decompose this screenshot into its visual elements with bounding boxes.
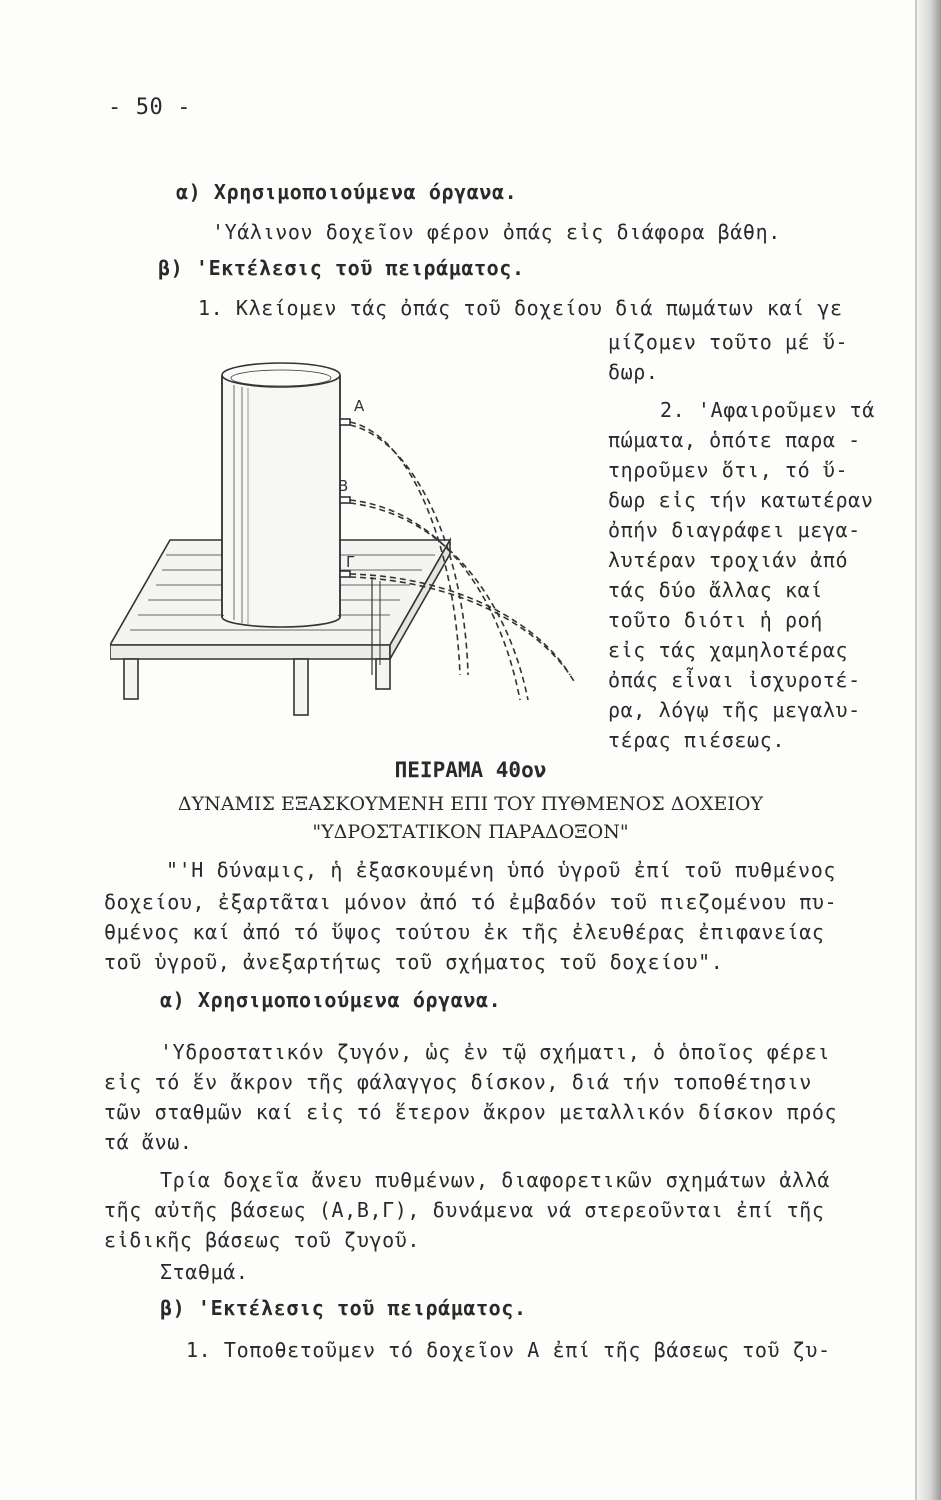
weights-line: Σταθμά. [160,1260,249,1284]
step1-line: 1. Κλείομεν τάς ὀπάς τοῦ δοχείου διά πωμάτων καί γε [198,296,843,320]
para2-line: εἰδικῆς βάσεως τοῦ ζυγοῦ. [104,1228,421,1252]
section-a-text: 'Υάλινον δοχεῖον φέρον ὀπάς εἰς διάφορα βάθη. [212,220,781,244]
experiment-title: ΠΕΙΡΑΜΑ 40ον [394,758,547,782]
step2-line: δωρ εἰς τήν κατωτέραν [608,488,874,512]
step2-line: 2. 'Αφαιροῦμεν τά [660,398,875,422]
step2-line: τέρας πιέσεως. [608,728,785,752]
para2-line: τῆς αὐτῆς βάσεως (Α,Β,Γ), δυνάμενα νά στερεοῦνται ἐπί τῆς [104,1198,825,1222]
step1-line: δωρ. [608,360,659,384]
section2-a-heading: α) Χρησιμοποιούμενα όργανα. [160,988,502,1012]
step2-line: τηροῦμεν ὅτι, τό ὕ- [608,458,849,482]
step2-line: τάς δύο ἄλλας καί [608,578,823,602]
quote-line: "'Η δύναμις, ἡ ἐξασκουμένη ὑπό ὑγροῦ ἐπί τοῦ πυθμένος [166,858,836,882]
section-b-heading: β) 'Εκτέλεσις τοῦ πειράματος. [158,256,525,280]
section2-b-heading: β) 'Εκτέλεσις τοῦ πειράματος. [160,1296,527,1320]
para1-line: τά ἄνω. [104,1130,193,1154]
quote-line: τοῦ ὑγροῦ, ἀνεξαρτήτως τοῦ σχήματος τοῦ δοχείου". [104,950,724,974]
step2-line: εἰς τάς χαμηλοτέρας [608,638,849,662]
experiment-subtitle-quoted: "ΥΔΡΟΣΤΑΤΙΚΟΝ ΠΑΡΑΔΟΞΟΝ" [312,821,629,843]
step2-line: τοῦτο διότι ἡ ροή [608,608,823,632]
figure-label-b: B [338,477,349,495]
page-edge-line [915,0,917,1500]
page-edge-shadow [917,0,941,1500]
para2-line: Τρία δοχεῖα ἄνευ πυθμένων, διαφορετικῶν σχημάτων ἀλλά [160,1168,830,1192]
step2-line: πώματα, ὁπότε παρα - [608,428,861,452]
para1-line: τῶν σταθμῶν καί εἰς τό ἕτερον ἄκρον μεταλλικόν δίσκον πρός [104,1100,838,1124]
para1-line: εἰς τό ἕν ἄκρον τῆς φάλαγγος δίσκον, διά τήν τοποθέτησιν [104,1070,812,1094]
page-number: - 50 - [108,95,192,120]
step2-line: λυτέραν τροχιάν ἀπό [608,548,849,572]
final-line: 1. Τοποθετοῦμεν τό δοχεῖον Α ἐπί τῆς βάσεως τοῦ ζυ- [186,1338,831,1362]
figure-label-a: A [354,397,365,415]
step2-line: ὀπήν διαγράφει μεγα- [608,518,861,542]
step2-line: ρα, λόγῳ τῆς μεγαλυ- [608,698,861,722]
step2-line: ὀπάς εἶναι ἰσχυροτέ- [608,668,861,692]
step1-line: μίζομεν τοῦτο μέ ὕ- [608,330,849,354]
quote-line: θμένος καί ἀπό τό ὕψος τούτου ἐκ τῆς ἐλευθέρας ἐπιφανείας [104,920,825,944]
quote-line: δοχείου, ἐξαρτᾶται μόνον ἀπό τό ἐμβαδόν τοῦ πιεζομένου πυ- [104,890,838,914]
experiment-subtitle: ΔΥΝΑΜΙΣ ΕΞΑΣΚΟΥΜΕΝΗ ΕΠΙ ΤΟΥ ΠΥΘΜΕΝΟΣ ΔΟΧΕΙΟΥ [177,793,764,815]
figure-vessel-jets [110,345,590,725]
figure-label-g: Γ [346,553,355,571]
para1-line: 'Υδροστατικόν ζυγόν, ὡς ἐν τῷ σχήματι, ὁ ὁποῖος φέρει [160,1040,830,1064]
section-a-heading: α) Χρησιμοποιούμενα όργανα. [176,180,518,204]
